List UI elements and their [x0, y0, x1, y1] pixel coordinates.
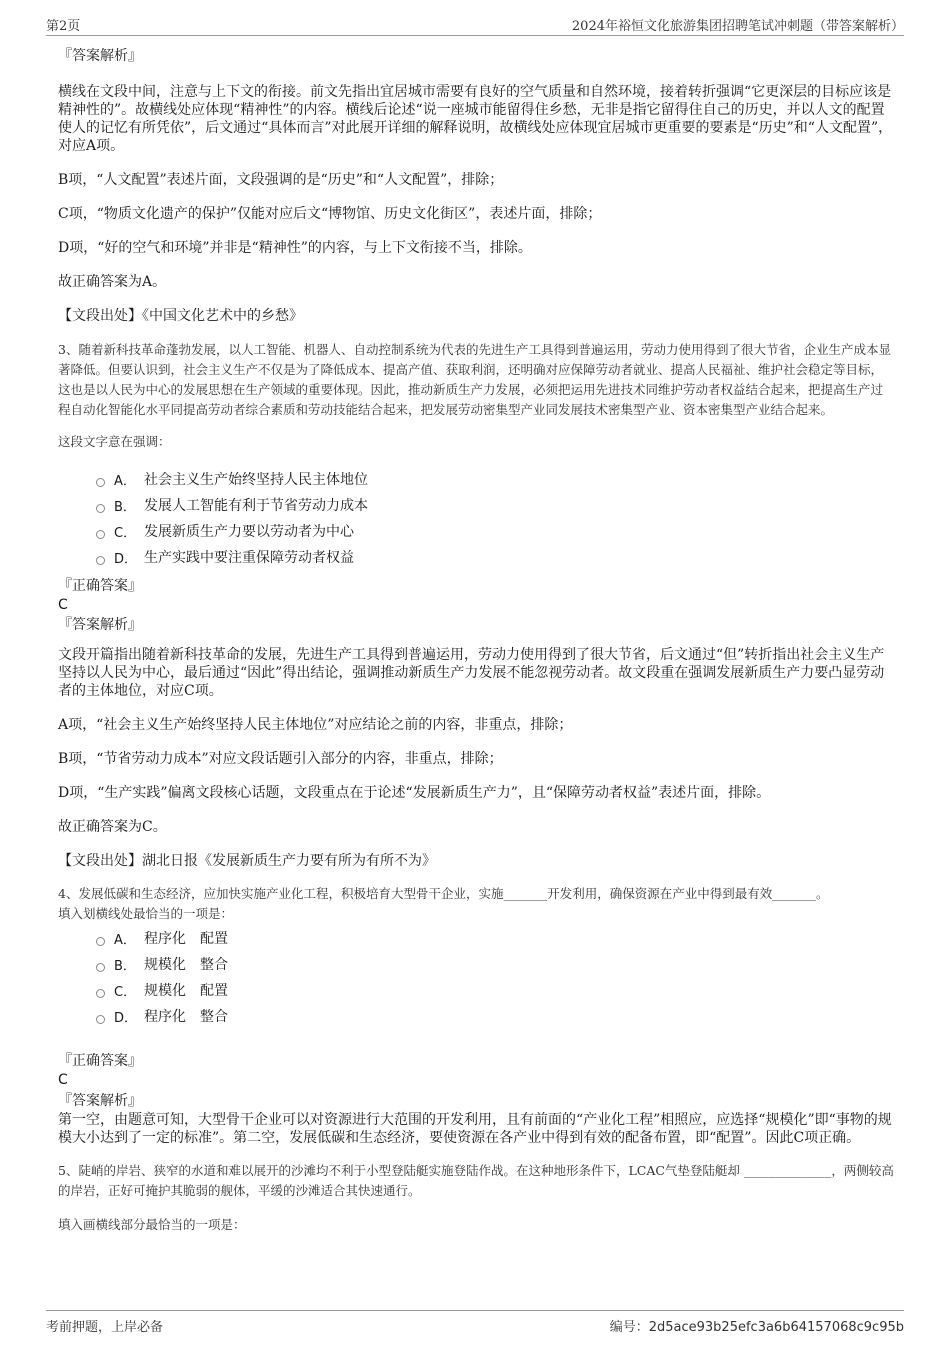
q3-analysis-a: A项，“社会主义生产始终坚持人民主体地位”对应结论之前的内容，非重点，排除； [58, 717, 573, 733]
footer-slogan: 考前押题，上岸必备 [46, 1320, 164, 1335]
radio-icon[interactable] [96, 504, 105, 513]
q3-answer: C [58, 597, 68, 613]
radio-icon[interactable] [96, 963, 105, 972]
code-value: 2d5ace93b25efc3a6b64157068c9c95b [648, 1320, 904, 1335]
radio-icon[interactable] [96, 937, 105, 946]
q4-answer-label: 『正确答案』 [58, 1053, 142, 1069]
q4-analysis-label: 『答案解析』 [58, 1093, 142, 1109]
q3-analysis-main: 文段开篇指出随着新科技革命的发展，先进生产工具得到普遍运用，劳动力使用得到了很大节省，后文通过“但”转折指出社会主义生产坚持以人民为中心，最后通过“因此”得出结论，强调推动新质生产力发展不能忽视劳动者。故文段重在强调发展新质生产力要凸显劳动者的主体地位，对应C项。 [58, 647, 885, 699]
radio-icon[interactable] [96, 556, 105, 565]
q3-option-c[interactable]: C． 发展新质生产力要以劳动者为中心 [96, 518, 894, 544]
q3-conclusion: 故正确答案为C。 [58, 819, 167, 835]
q5-prompt: 填入画横线部分最恰当的一项是： [58, 1217, 246, 1232]
q4-analysis-main: 第一空，由题意可知，大型骨干企业可以对资源进行大范围的开发利用，且有前面的“产业化工程”相照应，应选择“规模化”即“事物的规模大小达到了一定的标准”。第二空，发展低碳和生态经济，要使资源在各产业中得到有效的配备布置，即“配置”。因此C项正确。 [58, 1112, 892, 1146]
radio-icon[interactable] [96, 1015, 105, 1024]
q3-question-text: 3、随着新科技革命蓬勃发展，以人工智能、机器人、自动控制系统为代表的先进生产工具得到普遍运用，劳动力使用得到了很大节省，企业生产成本显著降低。但要认识到，社会主义生产不仅是为了降低成本、提高产值、获取利润，还明确对应保障劳动者就业、提高人民福祉、维护社会稳定等目标，这也是以人民为中心的发展思想在生产领域的重要体现。因此，推动新质生产力发展，必须把运用先进技术同维护劳动者权益结合起来，把提高生产过程自动化智能化水平同提高劳动者综合素质和劳动技能结合起来，把发展劳动密集型产业同发展技术密集型产业、资本密集型产业结合起来。 [58, 342, 891, 417]
q3-source: 【文段出处】湖北日报《发展新质生产力要有所为有所不为》 [58, 853, 436, 869]
q4-answer: C [58, 1072, 68, 1088]
radio-icon[interactable] [96, 989, 105, 998]
q3-option-b[interactable]: B． 发展人工智能有利于节省劳动力成本 [96, 492, 894, 518]
q3-prompt: 这段文字意在强调： [58, 434, 171, 449]
q3-answer-label: 『正确答案』 [58, 578, 142, 594]
radio-icon[interactable] [96, 478, 105, 487]
q4-options [96, 925, 894, 1029]
q3-options [96, 466, 894, 570]
q3-analysis-b: B项，“节省劳动力成本”对应文段话题引入部分的内容，非重点，排除； [58, 751, 503, 767]
q2-analysis-c: C项，“物质文化遗产的保护”仅能对应后文“博物馆、历史文化街区”，表述片面，排除； [58, 206, 602, 222]
q3-analysis-label: 『答案解析』 [58, 617, 142, 633]
page-number: 第2页 [46, 19, 81, 34]
page-header [46, 13, 904, 36]
q4-prompt: 填入划横线处最恰当的一项是： [58, 906, 234, 921]
q2-analysis-d: D项，“好的空气和环境”并非是“精神性”的内容，与上下文衔接不当，排除。 [58, 240, 532, 256]
q4-option-d[interactable]: D． 程序化 整合 [96, 1003, 894, 1029]
q2-analysis-b: B项，“人文配置”表述片面，文段强调的是“历史”和“人文配置”，排除； [58, 172, 504, 188]
code-label: 编号： [609, 1320, 649, 1335]
document-body [58, 44, 894, 1235]
q4-question-text: 4、发展低碳和生态经济，应加快实施产业化工程，积极培育大型骨干企业，实施_______开发利用，确保资源在产业中得到最有效_______。 [58, 886, 829, 901]
q4-option-c[interactable]: C． 规模化 配置 [96, 977, 894, 1003]
q4-option-a[interactable]: A． 程序化 配置 [96, 925, 894, 951]
q4-option-b[interactable]: B． 规模化 整合 [96, 951, 894, 977]
page-footer [46, 1310, 904, 1335]
q3-analysis-d: D项，“生产实践”偏离文段核心话题，文段重点在于论述“发展新质生产力”，且“保障劳动者权益”表述片面，排除。 [58, 785, 771, 801]
q3-option-a[interactable]: A． 社会主义生产始终坚持人民主体地位 [96, 466, 894, 492]
q2-analysis-main: 横线在文段中间，注意与上下文的衔接。前文先指出宜居城市需要有良好的空气质量和自然环境，接着转折强调“它更深层的目标应该是精神性的”。故横线处应体现“精神性”的内容。横线后论述“说一座城市能留得住乡愁，无非是指它留得住自己的历史，并以人文的配置使人的记忆有所凭依”，后文通过“具体而言”对此展开详细的解释说明，故横线处应体现宜居城市更重要的要素是“历史”和“人文配置”，对应A项。 [58, 84, 893, 154]
document-title: 2024年裕恒文化旅游集团招聘笔试冲刺题（带答案解析） [571, 19, 904, 34]
q2-analysis-label: 『答案解析』 [58, 48, 142, 64]
q2-conclusion: 故正确答案为A。 [58, 274, 167, 290]
radio-icon[interactable] [96, 530, 105, 539]
q5-question-text: 5、陡峭的岸岩、狭窄的水道和难以展开的沙滩均不利于小型登陆艇实施登陆作战。在这种地形条件下，LCAC气垫登陆艇却 ______________，两侧较高的岸岩，正好可掩护其脆弱的舰体，平缓的沙滩适合其快速通行。 [58, 1163, 894, 1198]
document-code [610, 1316, 904, 1335]
q3-option-d[interactable]: D． 生产实践中要注重保障劳动者权益 [96, 544, 894, 570]
q2-source: 【文段出处】《中国文化艺术中的乡愁》 [58, 308, 303, 324]
